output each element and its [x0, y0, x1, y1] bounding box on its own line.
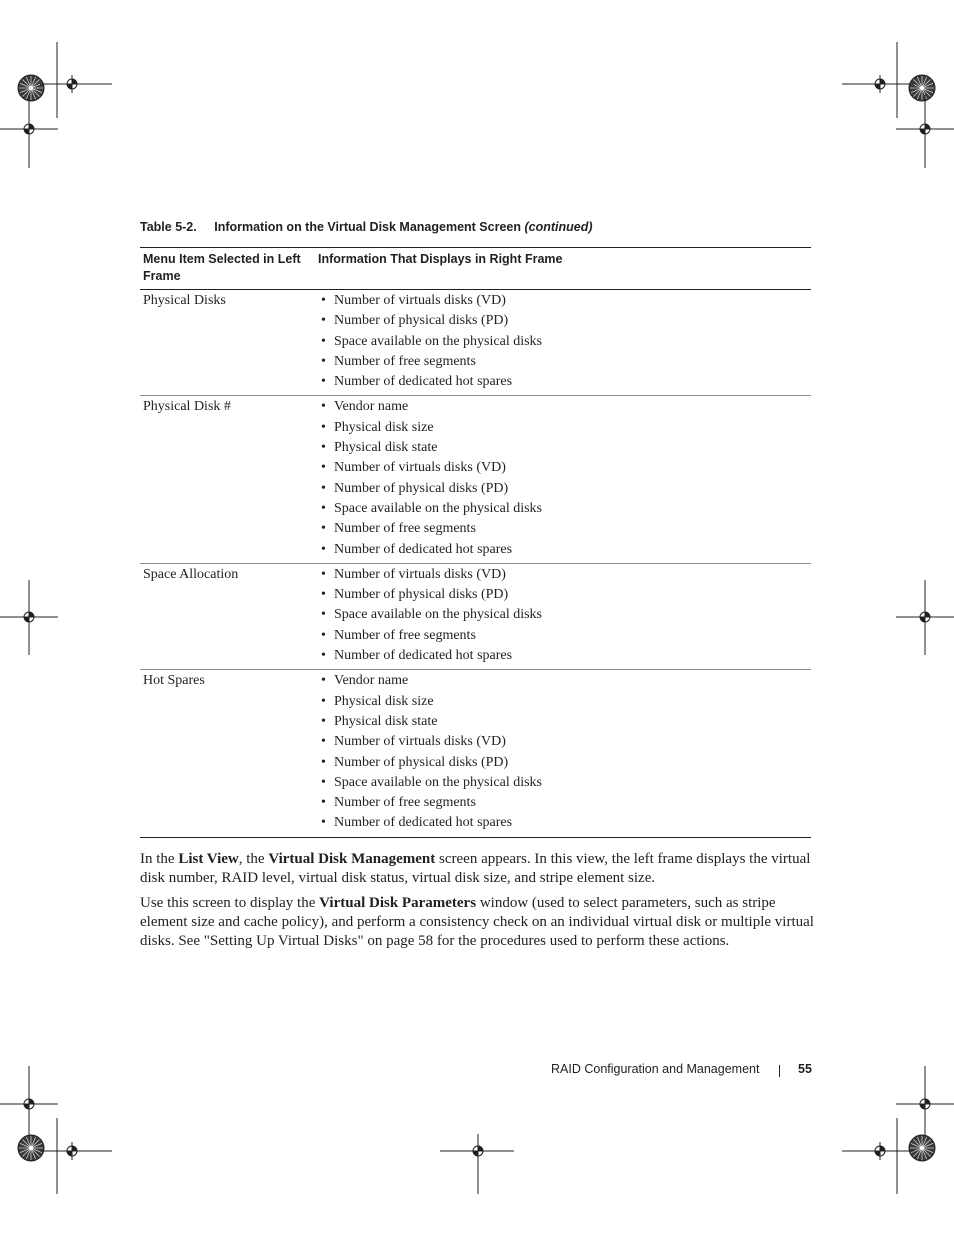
list-item: • Number of physical disks (PD) — [321, 753, 811, 773]
list-item: • Number of physical disks (PD) — [321, 311, 811, 331]
list-item: • Number of dedicated hot spares — [321, 372, 811, 392]
table-header-row — [140, 248, 811, 290]
paragraph-virtual-disk-parameters — [140, 894, 816, 951]
table-caption-continued: (continued) — [524, 220, 593, 234]
paragraph-bold-list-view: List View — [178, 851, 239, 867]
table-caption-number: Table 5-2. — [140, 220, 197, 234]
table-caption — [140, 220, 593, 234]
list-item: • Number of free segments — [321, 352, 811, 372]
information-list — [318, 565, 811, 666]
list-item: • Number of physical disks (PD) — [321, 585, 811, 605]
menu-item-cell: Hot Spares — [140, 670, 315, 837]
information-list — [318, 291, 811, 392]
page-number: 55 — [798, 1062, 812, 1076]
list-item: • Physical disk size — [321, 692, 811, 712]
paragraph-bold-virtual-disk-parameters: Virtual Disk Parameters — [319, 895, 477, 911]
list-item: • Number of virtuals disks (VD) — [321, 291, 811, 311]
list-item: • Number of free segments — [321, 626, 811, 646]
table-row — [140, 563, 811, 669]
column-header-information: Information That Displays in Right Frame — [315, 248, 811, 290]
table-caption-title: Information on the Virtual Disk Management Screen — [214, 220, 521, 234]
list-item: • Space available on the physical disks — [321, 332, 811, 352]
information-list — [318, 671, 811, 833]
list-item: • Number of dedicated hot spares — [321, 646, 811, 666]
information-cell — [315, 670, 811, 837]
list-item: • Number of dedicated hot spares — [321, 813, 811, 833]
information-list — [318, 397, 811, 559]
column-header-menu-item: Menu Item Selected in Left Frame — [140, 248, 315, 290]
list-item: • Number of free segments — [321, 519, 811, 539]
table-row — [140, 396, 811, 563]
list-item: • Number of free segments — [321, 793, 811, 813]
table-row — [140, 670, 811, 837]
list-item: • Number of virtuals disks (VD) — [321, 565, 811, 585]
menu-item-cell: Physical Disk # — [140, 396, 315, 563]
table-row — [140, 290, 811, 396]
footer-chapter-title: RAID Configuration and Management — [551, 1062, 760, 1076]
list-item: • Number of virtuals disks (VD) — [321, 732, 811, 752]
footer-separator — [779, 1065, 780, 1077]
list-item: • Vendor name — [321, 397, 811, 417]
information-cell — [315, 563, 811, 669]
paragraph-text: screen appears. In this view, the left frame displays the virtual disk number, RAID level, virtual disk status, virtual disk size, and stripe element size. — [140, 851, 811, 886]
information-cell — [315, 396, 811, 563]
paragraph-bold-virtual-disk-management: Virtual Disk Management — [268, 851, 436, 867]
menu-item-cell: Space Allocation — [140, 563, 315, 669]
paragraph-text: window (used to select parameters, such as stripe element size and cache policy), and perform a consistency check on an individual virtual disk or multiple virtual disks. See "Setting Up Virtual Disks" on page 58 for the procedures used to perform these actions. — [140, 895, 814, 949]
list-item: • Physical disk size — [321, 418, 811, 438]
list-item: • Physical disk state — [321, 438, 811, 458]
paragraph-list-view — [140, 850, 816, 888]
list-item: • Vendor name — [321, 671, 811, 691]
list-item: • Space available on the physical disks — [321, 499, 811, 519]
list-item: • Space available on the physical disks — [321, 605, 811, 625]
paragraph-text: In the — [140, 851, 179, 867]
list-item: • Number of virtuals disks (VD) — [321, 458, 811, 478]
paragraph-text: Use this screen to display the — [140, 895, 320, 911]
menu-item-cell: Physical Disks — [140, 290, 315, 396]
virtual-disk-management-table — [140, 247, 811, 838]
list-item: • Space available on the physical disks — [321, 773, 811, 793]
list-item: • Number of physical disks (PD) — [321, 479, 811, 499]
list-item: • Number of dedicated hot spares — [321, 540, 811, 560]
information-cell — [315, 290, 811, 396]
paragraph-text: , the — [238, 851, 269, 867]
list-item: • Physical disk state — [321, 712, 811, 732]
